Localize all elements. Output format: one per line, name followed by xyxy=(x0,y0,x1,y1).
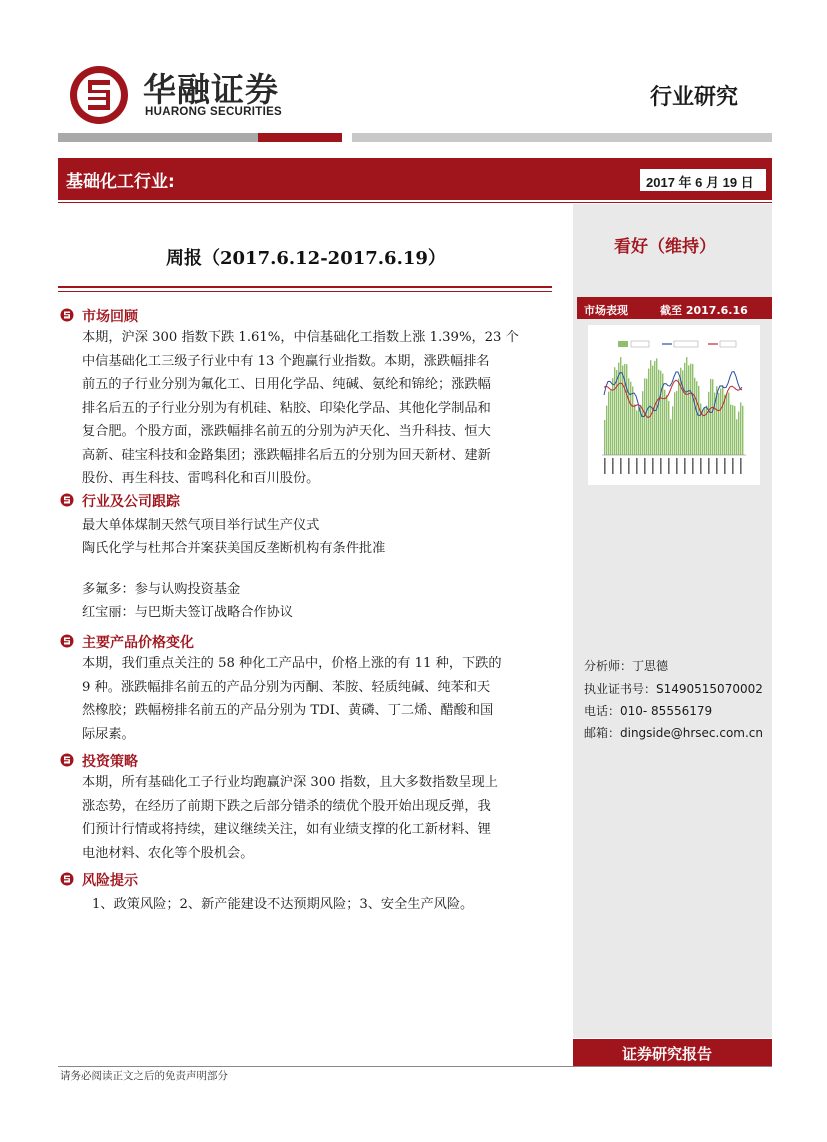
chart-bar xyxy=(682,370,683,455)
footer-rule xyxy=(58,1066,772,1067)
market-line: 排名后五的子行业分别为有机硅、粘胶、印染化学品、其他化学制品和 xyxy=(82,400,491,416)
chart-bar xyxy=(732,405,733,455)
section-title-tracking: 行业及公司跟踪 xyxy=(82,494,180,510)
chart-bar xyxy=(670,419,671,455)
chart-bar xyxy=(608,392,609,455)
market-line: 前五的子行业分别为氟化工、日用化学品、纯碱、氨纶和锦纶；涨跌幅 xyxy=(82,377,491,392)
chart-bar xyxy=(726,393,727,455)
prices-line: 然橡胶；跌幅榜排名前五的产品分别为 TDI、黄磷、丁二烯、醋酸和国 xyxy=(82,703,494,718)
chart-x-tick-label xyxy=(732,458,734,474)
tracking-item: 最大单体煤制天然气项目举行试生产仪式 xyxy=(82,518,320,533)
chart-x-tick-label xyxy=(692,458,694,474)
chart-bar xyxy=(676,391,677,455)
chart-bar xyxy=(668,401,669,455)
chart-bar xyxy=(660,371,661,455)
chart-bar xyxy=(672,406,673,455)
prices-line: 9 种。涨跌幅排名前五的产品分别为丙酮、苯胺、轻质纯碱、纯苯和天 xyxy=(82,679,491,695)
chart-bar xyxy=(678,379,679,455)
chart-x-tick-label xyxy=(652,458,654,474)
chart-bar xyxy=(692,364,693,455)
chart-bar xyxy=(688,365,689,455)
chart-bar xyxy=(694,378,695,455)
section-bullet-icon xyxy=(60,872,74,886)
header-bar-gray-right xyxy=(352,133,772,142)
chart-x-tick-label xyxy=(740,458,742,474)
tracking-item: 陶氏化学与杜邦合并案获美国反垄断机构有条件批准 xyxy=(82,541,386,556)
chart-bar xyxy=(638,407,639,455)
analyst-phone: 电话：010- 85556179 xyxy=(584,704,713,718)
chart-bar xyxy=(708,392,709,455)
market-line: 高新、硅宝科技和金路集团；涨跌幅排名后五的分别为回天新材、建新 xyxy=(82,447,491,463)
chart-bar xyxy=(630,382,631,455)
chart-bar xyxy=(742,406,743,455)
tracking-item: 红宝丽：与巴斯夫签订战略合作协议 xyxy=(82,605,293,620)
section-title-strategy: 投资策略 xyxy=(82,754,138,770)
chart-bar xyxy=(616,370,617,455)
section-bullet-icon xyxy=(60,634,74,648)
chart-bar xyxy=(690,364,691,455)
legend-red-label-placeholder xyxy=(720,341,736,347)
chart-x-tick-label xyxy=(604,458,606,474)
chart-bar xyxy=(684,363,685,455)
chart-x-tick-label xyxy=(668,458,670,474)
chart-bar xyxy=(686,357,687,455)
report-type: 行业研究 xyxy=(650,85,739,110)
legend-bar-label-placeholder xyxy=(631,341,649,347)
chart-bar xyxy=(722,385,723,455)
chart-bar xyxy=(698,386,699,455)
chart-bar xyxy=(620,357,621,455)
chart-bar xyxy=(718,393,719,455)
chart-x-tick-label xyxy=(612,458,614,474)
market-line: 复合肥。个股方面，涨跌幅排名前五的分别为泸天化、当升科技、恒大 xyxy=(82,424,491,439)
section-bullet-icon xyxy=(60,753,74,767)
chart-bar xyxy=(696,381,697,455)
analyst-license: 执业证书号：S1490515070002 xyxy=(584,682,763,696)
header-bar-red xyxy=(258,133,342,142)
disclaimer: 请务必阅读正文之后的免责声明部分 xyxy=(60,1070,228,1082)
chart-bar xyxy=(604,420,605,455)
chart-bar xyxy=(626,364,627,455)
chart-bar xyxy=(632,387,633,456)
strategy-line: 本期，所有基础化工子行业均跑赢沪深 300 指数，且大多数指数呈现上 xyxy=(82,775,498,790)
legend-blue-label-placeholder xyxy=(674,341,698,347)
chart-bar xyxy=(728,393,729,456)
huarong-logo-icon xyxy=(68,64,130,126)
section-title-market: 市场回顾 xyxy=(82,309,138,325)
chart-x-tick-label xyxy=(700,458,702,474)
chart-x-tick-label xyxy=(716,458,718,474)
chart-x-ticks xyxy=(604,458,742,474)
tracking-item: 多氟多：参与认购投资基金 xyxy=(82,582,241,597)
chart-bar xyxy=(736,419,737,455)
risk-text: 1、政策风险；2、新产能建设不达预期风险；3、安全生产风险。 xyxy=(92,897,474,912)
analyst-name: 分析师：丁思德 xyxy=(584,659,669,673)
strategy-paragraph xyxy=(82,771,552,865)
legend-bar-swatch xyxy=(618,341,628,347)
section-bullet-icon xyxy=(60,308,74,322)
brand-name-en: HUARONG SECURITIES xyxy=(145,106,283,118)
chart-bar xyxy=(642,391,643,455)
chart-bar xyxy=(614,367,615,455)
chart-bar xyxy=(622,366,623,456)
chart-bar xyxy=(666,395,667,455)
market-line: 股份、再生科技、雷鸣科化和百川股份。 xyxy=(82,471,320,486)
chart-bar xyxy=(634,404,635,455)
chart-x-tick-label xyxy=(620,458,622,474)
chart-bar xyxy=(712,379,713,455)
market-review-paragraph xyxy=(82,326,552,491)
chart-bar xyxy=(610,390,611,455)
strategy-line: 们预计行情或将持续，建议继续关注，如有业绩支撑的化工新材料、锂 xyxy=(82,822,491,837)
strategy-line: 电池材料、农化等个股机会。 xyxy=(82,845,254,861)
section-bullet-icon xyxy=(60,493,74,507)
chart-bar xyxy=(702,410,703,455)
chart-bar xyxy=(606,406,607,455)
chart-x-tick-label xyxy=(660,458,662,474)
chart-bar xyxy=(734,406,735,455)
brand-name-cn: 华融证券 xyxy=(143,70,279,109)
footer-label: 证券研究报告 xyxy=(622,1045,713,1063)
chart-bar xyxy=(658,370,659,455)
chart-bar xyxy=(710,379,711,455)
chart-x-tick-label xyxy=(644,458,646,474)
chart-bar xyxy=(664,390,665,455)
chart-x-tick-label xyxy=(724,458,726,474)
prices-paragraph xyxy=(82,652,552,746)
market-line: 中信基础化工三级子行业中有 13 个跑赢行业指数。本期，涨跌幅排名 xyxy=(82,353,490,369)
chart-bar xyxy=(636,410,637,455)
prices-line: 本期，我们重点关注的 58 种化工产品中，价格上涨的有 11 种，下跌的 xyxy=(82,656,502,671)
analyst-email[interactable]: 邮箱：dingside@hrsec.com.cn xyxy=(584,726,763,740)
chart-x-tick-label xyxy=(636,458,638,474)
report-date: 2017 年 6 月 19 日 xyxy=(646,175,754,190)
chart-bar xyxy=(738,412,739,456)
prices-line: 际尿素。 xyxy=(82,726,135,742)
title-rule xyxy=(58,286,552,288)
title-rule-thin xyxy=(58,291,552,292)
chart-bar xyxy=(730,405,731,455)
weekly-title: 周报（2017.6.12-2017.6.19） xyxy=(166,248,446,269)
section-title-risk: 风险提示 xyxy=(82,873,138,889)
chart-x-tick-label xyxy=(628,458,630,474)
perf-label: 市场表现 xyxy=(584,304,628,317)
chart-x-tick-label xyxy=(676,458,678,474)
header-bar-gray xyxy=(58,133,258,142)
rating: 看好（维持） xyxy=(614,237,716,257)
chart-bar xyxy=(648,369,649,455)
chart-svg xyxy=(588,325,760,485)
chart-x-tick-label xyxy=(708,458,710,474)
market-performance-chart xyxy=(588,325,760,485)
chart-bar xyxy=(740,403,741,456)
chart-bar xyxy=(724,395,725,455)
chart-x-tick-label xyxy=(684,458,686,474)
perf-date: 截至 2017.6.16 xyxy=(660,304,748,317)
industry-title: 基础化工行业: xyxy=(66,172,175,192)
market-line: 本期，沪深 300 指数下跌 1.61%，中信基础化工指数上涨 1.39%，23 个 xyxy=(82,330,519,345)
chart-bar xyxy=(720,389,721,456)
section-title-prices: 主要产品价格变化 xyxy=(82,635,194,651)
chart-bar xyxy=(674,392,675,455)
strategy-line: 涨态势，在经历了前期下跌之后部分错杀的绩优个股开始出现反弹，我 xyxy=(82,798,491,814)
chart-bar xyxy=(628,378,629,455)
